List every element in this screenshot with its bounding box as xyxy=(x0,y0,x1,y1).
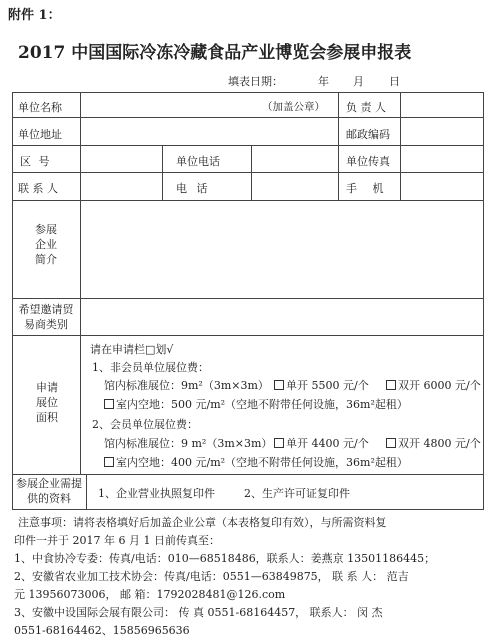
materials-item-license: 1、企业营业执照复印件 xyxy=(98,487,215,500)
non-member-title: 1、非会员单位展位费： xyxy=(92,361,209,374)
mobile-label: 手 机 xyxy=(346,182,390,195)
unit-name-label: 单位名称 xyxy=(18,101,62,114)
notes-line: 元 13956073006， 邮 箱：1792028481@126.com xyxy=(14,588,286,601)
district-label: 区 号 xyxy=(20,155,52,168)
notes-line: 注意事项：请将表格填好后加盖企业公章（本表格复印有效），与所需资料复 xyxy=(18,516,387,529)
materials-item-permit: 2、生产许可证复印件 xyxy=(244,487,350,500)
non-member-space-option[interactable]: 室内空地：500 元/m²（空地不附带任何设施，36m²起租） xyxy=(104,396,408,412)
materials-label: 参展企业需提供的资料 xyxy=(16,477,82,505)
exhibitor-intro-field[interactable] xyxy=(82,202,480,296)
checkbox-icon[interactable] xyxy=(386,438,396,448)
phone-label: 电 话 xyxy=(176,182,211,195)
non-member-single-option[interactable]: 单开 5500 元/个 xyxy=(274,377,369,393)
notes-line: 0551-68164462、15856965636 xyxy=(14,624,190,637)
trade-buyers-label: 希望邀请贸易商类别 xyxy=(18,303,74,331)
checkbox-icon[interactable] xyxy=(274,438,284,448)
member-space-option[interactable]: 室内空地：400 元/m²（空地不附带任何设施，36m²起租） xyxy=(104,454,408,470)
unit-phone-label: 单位电话 xyxy=(176,155,220,168)
member-standard: 馆内标准展位：9 m²（3m×3m） xyxy=(104,437,273,450)
checkbox-icon[interactable] xyxy=(104,457,114,467)
non-member-standard: 馆内标准展位：9m²（3m×3m） xyxy=(104,379,269,392)
member-single-option[interactable]: 单开 4400 元/个 xyxy=(274,435,369,451)
contact-label: 联 系 人 xyxy=(18,182,58,195)
date-month[interactable]: 月 xyxy=(353,75,364,88)
trade-buyers-field[interactable] xyxy=(82,300,480,333)
non-member-double-option[interactable]: 双开 6000 元/个 xyxy=(386,377,481,393)
booth-area-label: 申请展位面积 xyxy=(36,381,58,424)
member-title: 2、会员单位展位费： xyxy=(92,418,198,431)
notes-line: 1、中食协冷专委：传真/电话：010—68518486，联系人：姜燕京 13501186445； xyxy=(14,552,436,565)
seal-note: （加盖公章） xyxy=(262,101,325,113)
form-title: 2017 中国国际冷冻冷藏食品产业博览会参展申报表 xyxy=(18,43,412,63)
attachment-label: 附件 1： xyxy=(8,8,61,23)
date-day[interactable]: 日 xyxy=(389,75,400,88)
notes-line: 印件一并于 2017 年 6 月 1 日前传真至： xyxy=(14,534,220,547)
booth-instruction: 请在申请栏□划√ xyxy=(90,343,174,356)
unit-fax-label: 单位传真 xyxy=(346,155,390,168)
postal-code-label: 邮政编码 xyxy=(346,128,390,141)
person-in-charge-label: 负 责 人 xyxy=(346,101,386,114)
notes-line: 2、安徽省农业加工技术协会：传真/电话：0551—63849875， 联 系 人： 范吉 xyxy=(14,570,409,583)
checkbox-icon[interactable] xyxy=(386,380,396,390)
date-label: 填表日期： xyxy=(228,75,283,88)
checkbox-icon[interactable] xyxy=(104,399,114,409)
exhibitor-intro-label: 参展企业简介 xyxy=(35,223,57,266)
unit-address-label: 单位地址 xyxy=(18,128,62,141)
date-year[interactable]: 年 xyxy=(318,75,329,88)
notes-line: 3、安徽中设国际会展有限公司： 传 真 0551-68164457， 联系人： 闵 杰 xyxy=(14,606,383,619)
checkbox-icon[interactable] xyxy=(274,380,284,390)
member-double-option[interactable]: 双开 4800 元/个 xyxy=(386,435,481,451)
